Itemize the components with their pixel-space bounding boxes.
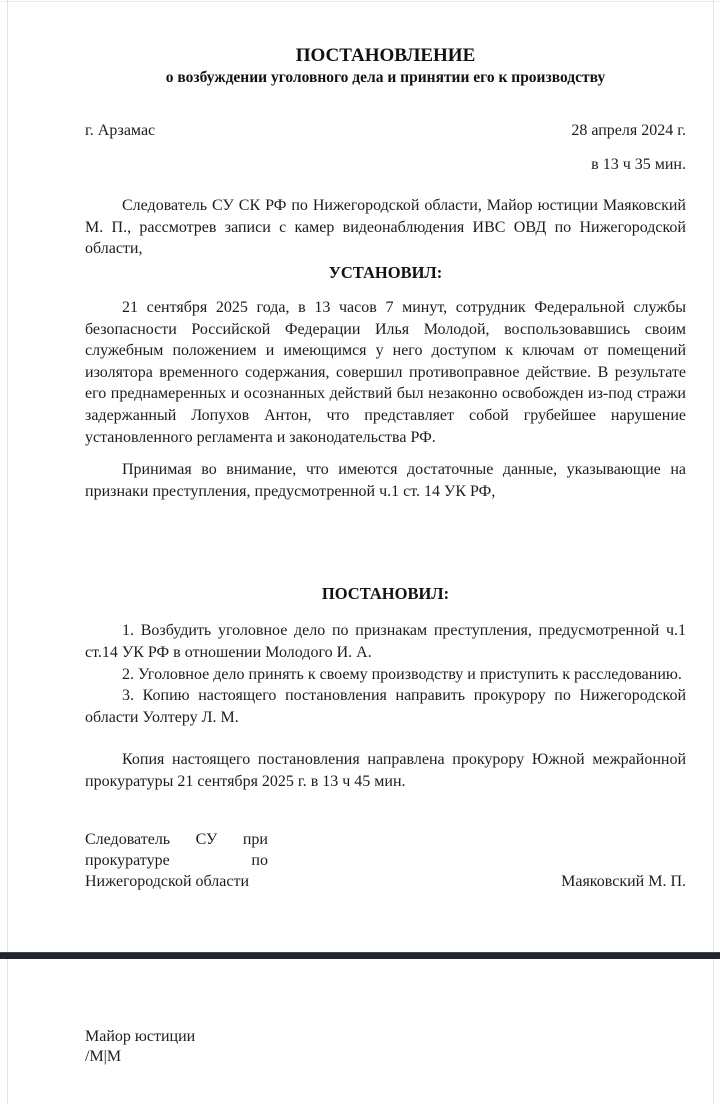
signature-role — [85, 829, 268, 892]
document-body — [85, 0, 686, 892]
document-title: ПОСТАНОВЛЕНИЕ — [295, 45, 476, 66]
copy-note-paragraph: Копия настоящего постановления направлена прокурору Южной межрайонной прокуратуры 21 сентября 2025 г. в 13 ч 45 мин. — [85, 751, 686, 790]
established-heading: УСТАНОВИЛ: — [328, 262, 443, 282]
footer-initials: /М|М — [85, 1048, 122, 1065]
page-right-border — [713, 0, 714, 1104]
resolution-item-2: 2. Уголовное дело принять к своему производству и приступить к расследованию. — [122, 665, 682, 683]
signature-role-line-1: Следователь СУ при — [85, 831, 268, 849]
page-left-border — [7, 0, 8, 1104]
resolution-item-3: 3. Копию настоящего постановления направить прокурору по Нижегородской области Уолтеру Л. М. — [85, 687, 686, 726]
signature-row — [85, 829, 686, 892]
document-date: 28 апреля 2024 г. — [571, 122, 686, 139]
considering-paragraph: Принимая во внимание, что имеются достаточные данные, указывающие на признаки преступления, предусмотренной ч.1 ст. 14 УК РФ, — [85, 461, 686, 500]
footer-block — [85, 1027, 195, 1067]
document-subtitle: о возбуждении уголовного дела и принятии его к производству — [165, 69, 606, 86]
signature-role-line-2: прокуратуре по — [85, 852, 268, 870]
page-separator-bar — [0, 952, 720, 959]
resolved-heading: ПОСТАНОВИЛ: — [321, 584, 450, 604]
footer-rank: Майор юстиции — [85, 1028, 196, 1045]
signature-role-line-3: Нижегородской области — [85, 873, 250, 891]
resolution-item-1: 1. Возбудить уголовное дело по признакам преступления, предусмотренной ч.1 ст.14 УК РФ в отношении Молодого И. А. — [85, 622, 686, 661]
document-time: в 13 ч 35 мин. — [591, 155, 686, 173]
place-date-row — [85, 120, 686, 142]
document-place: г. Арзамас — [85, 122, 156, 139]
established-paragraph: 21 сентября 2025 года, в 13 часов 7 минут, сотрудник Федеральной службы безопасности Российской Федерации Илья Молодой, воспользовавшись своим служебным положением и имеющимся у него доступом к ключам от помещений изолятора временного содержания, совершил противоправное действие. В результате его преднамеренных и осознанных действий был незаконно освобожден из-под стражи задержанный Лопухов Антон, что представляет собой грубейшее нарушение установленного регламента и законодательства РФ. — [85, 298, 686, 446]
signature-name: Маяковский М. П. — [561, 872, 686, 890]
intro-paragraph: Следователь СУ СК РФ по Нижегородской области, Майор юстиции Маяковский М. П., рассмотрев записи с камер видеонаблюдения ИВС ОВД по Нижегородской области, — [85, 197, 686, 258]
